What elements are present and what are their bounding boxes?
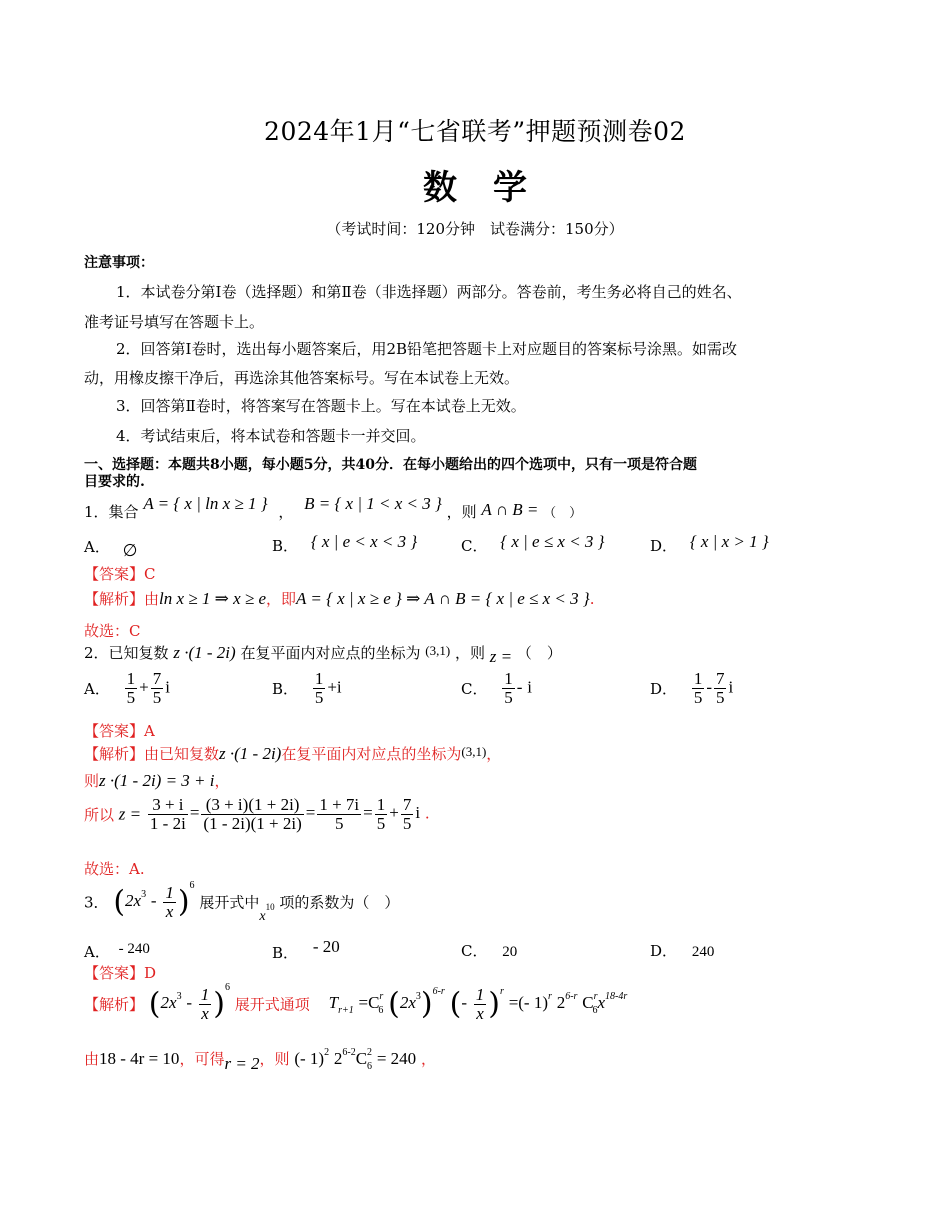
q2-analysis-line-1: [84, 743, 501, 764]
c-sup: 2: [367, 1047, 373, 1058]
imag-unit: i: [165, 677, 170, 697]
c-sub: 6: [592, 1005, 598, 1016]
option-label: A．: [84, 943, 110, 961]
q2-answer: 【答案】A: [84, 722, 155, 740]
question-2: [84, 642, 562, 667]
analysis-math-2: A = { x | x ≥ e } ⇒ A ∩ B = { x | e ≤ x < 3 }: [296, 589, 590, 608]
q3-end: 项的系数为（ ）: [279, 893, 400, 912]
exp: r: [548, 991, 552, 1002]
q2-analysis-line-3: [84, 796, 430, 833]
section-1-line-1: 一、选择题：本题共8小题，每小题5分，共40分．在每小题给出的四个选项中，只有一项是符合题: [84, 457, 697, 473]
q1-sep: ，: [278, 503, 294, 521]
x-var: x: [597, 993, 606, 1012]
c-symbol: C: [355, 1049, 368, 1068]
c-sup: r: [379, 991, 384, 1002]
option-label: A．: [84, 538, 110, 556]
op: +: [389, 803, 399, 823]
calc-head: (- 1): [294, 1049, 325, 1068]
option-label: B．: [272, 944, 299, 962]
option-label: A．: [84, 679, 110, 698]
q2-mid: 在复平面内对应点的坐标为: [240, 644, 421, 662]
q2-option-d[interactable]: [650, 670, 733, 707]
frac-num: 7: [402, 795, 412, 814]
q2-conclusion: 故选：A.: [84, 860, 145, 878]
q2-paren: （ ）: [516, 644, 562, 662]
analysis-prefix: 则: [84, 772, 100, 790]
right-paren: ): [420, 986, 433, 1022]
imag-unit: i: [728, 677, 734, 697]
q3-option-a[interactable]: [84, 939, 150, 962]
q2-point: (3,1): [425, 643, 451, 658]
c-sup: r: [593, 991, 598, 1002]
analysis-eq: 18 - 4r = 10: [99, 1049, 180, 1068]
analysis-mid: 在复平面内对应点的坐标为: [281, 745, 462, 763]
frac-num: 7: [152, 669, 162, 688]
exp: 2: [324, 1047, 330, 1058]
frac-den: x: [201, 1003, 209, 1023]
q1-option-b[interactable]: [272, 532, 417, 556]
calc-tail: = 240: [376, 1049, 417, 1068]
q3-mid: 展开式中: [199, 893, 260, 912]
frac-num: 7: [715, 669, 725, 688]
q2-prefix: 2．已知复数: [84, 644, 169, 662]
left-paren: (: [148, 986, 161, 1022]
exp: 3: [415, 991, 421, 1002]
section-1-line-2: 目要求的.: [84, 474, 145, 490]
op: +: [139, 677, 149, 697]
op: -: [516, 677, 523, 697]
exam-title: 2024年1月“七省联考”押题预测卷02: [264, 117, 686, 146]
option-value: - 240: [118, 941, 150, 957]
two: 2: [333, 1049, 343, 1068]
question-3: [84, 880, 399, 925]
analysis-expr: z ·(1 - 2i): [219, 744, 282, 763]
frac-den: 5: [693, 687, 703, 707]
notice-item-3: 3．回答第Ⅱ卷时，将答案写在答题卡上。写在本试卷上无效。: [116, 397, 526, 415]
frac-num: 1: [693, 669, 703, 688]
q2-z-eq: z =: [489, 647, 513, 666]
notice-item-1-line-2: 准考证号填写在答题卡上。: [84, 313, 265, 331]
analysis-label: 【解析】由: [84, 590, 160, 608]
q2-analysis-line-2: [84, 770, 230, 791]
imag-unit: i: [415, 803, 421, 823]
q1-option-d[interactable]: [650, 532, 769, 556]
q3-answer: 【答案】D: [84, 964, 157, 982]
frac-den: 1 - 2i: [149, 813, 186, 833]
q1-option-c[interactable]: [461, 532, 604, 556]
frac-num: 1: [376, 795, 386, 814]
left-paren: (: [388, 986, 400, 1022]
option-label: D．: [650, 679, 678, 698]
analysis-prefix: 由: [84, 1050, 100, 1068]
left-paren: (: [113, 884, 126, 920]
analysis-end: ，: [214, 772, 230, 790]
analysis-prefix: 所以: [84, 805, 115, 824]
option-label: B．: [272, 679, 299, 698]
exp: 6-r: [432, 986, 445, 997]
q2-expr: z ·(1 - 2i): [173, 643, 236, 662]
q3-exp-10: 10: [265, 902, 275, 912]
exp: 6-2: [342, 1047, 356, 1058]
frac-den: x: [476, 1003, 484, 1023]
t-symbol: T: [328, 993, 339, 1012]
exp: 6: [225, 982, 231, 993]
analysis-r: r = 2: [224, 1054, 260, 1073]
frac-num: 1: [165, 882, 174, 902]
frac-num: 1 + 7i: [319, 795, 360, 814]
option-value: { x | e < x < 3 }: [310, 532, 418, 551]
exp: 6-r: [565, 991, 578, 1002]
equals: =: [358, 993, 369, 1012]
subject-title: 数学: [423, 168, 563, 208]
frac-num: 1: [200, 984, 210, 1004]
option-value: - 20: [312, 937, 340, 956]
q3-analysis-line-1: [84, 982, 627, 1022]
option-value: { x | x > 1 }: [689, 532, 769, 551]
q3-option-b[interactable]: [272, 937, 340, 963]
exam-meta: （考试时间：120分钟 试卷满分：150分）: [326, 220, 624, 238]
analysis-math-1: ln x ≥ 1 ⇒ x ≥ e: [159, 589, 267, 608]
exp: r: [500, 986, 504, 997]
right-paren: ): [177, 884, 190, 920]
frac-num: (3 + i)(1 + 2i): [201, 796, 303, 815]
notice-item-4: 4．考试结束后，将本试卷和答题卡一并交回。: [116, 427, 426, 445]
option-label: D．: [650, 537, 678, 555]
frac-num: 1: [126, 669, 136, 688]
frac-den: 5: [504, 687, 513, 707]
question-1: [84, 494, 582, 522]
frac-den: 5: [402, 813, 412, 833]
frac-den: x: [165, 901, 174, 921]
t-sub: r+1: [338, 1005, 354, 1016]
op: -: [706, 677, 712, 697]
frac-den: 5: [314, 687, 324, 707]
exp: 3: [176, 991, 182, 1002]
option-label: C．: [461, 679, 488, 698]
q1-expr: A ∩ B =: [481, 500, 539, 519]
q2-then: ，则: [454, 644, 485, 662]
q1-set-a: A = { x | ln x ≥ 1 }: [143, 494, 268, 513]
op: -: [461, 993, 467, 1012]
q1-prefix: 1．集合: [84, 503, 139, 521]
q1-conclusion: 故选：C: [84, 622, 141, 640]
frac-den: 5: [152, 687, 162, 707]
option-value: ∅: [122, 541, 138, 560]
q1-answer: 【答案】C: [84, 565, 156, 583]
analysis-end: .: [589, 590, 595, 608]
term: 2x: [399, 993, 416, 1012]
q1-set-b: B = { x | 1 < x < 3 }: [304, 494, 442, 513]
c-symbol: C: [368, 993, 380, 1012]
imag-unit: i: [336, 677, 342, 697]
option-label: D．: [650, 942, 678, 960]
option-label: B．: [272, 537, 299, 555]
analysis-end: ，: [420, 1050, 436, 1068]
analysis-label: 【解析】由已知复数: [84, 745, 220, 763]
q3-exp-3: 3: [141, 889, 147, 900]
option-label: C．: [461, 537, 488, 555]
frac-num: 1: [475, 984, 485, 1004]
equals: =: [189, 803, 200, 823]
analysis-z: z =: [118, 804, 142, 824]
left-paren: (: [449, 986, 462, 1022]
option-value: { x | e ≤ x < 3 }: [500, 532, 605, 551]
option-label: C．: [461, 942, 488, 960]
op: -: [150, 891, 157, 910]
option-value: 240: [691, 944, 715, 960]
q3-x: x: [259, 909, 266, 924]
analysis-point: (3,1): [461, 744, 487, 759]
frac-den: 5: [335, 813, 344, 833]
notice-heading: 注意事项：: [84, 255, 154, 271]
analysis-label: 【解析】: [84, 995, 145, 1014]
frac-num: 3 + i: [148, 796, 188, 815]
notice-item-2-line-1: 2．回答第Ⅰ卷时，选出每小题答案后，用2B铅笔把答题卡上对应题目的答案标号涂黑。如需改: [116, 340, 738, 358]
frac-den: 5: [715, 687, 725, 707]
q1-analysis: [84, 588, 594, 609]
op: -: [186, 993, 193, 1012]
q3-exp-6: 6: [189, 880, 195, 891]
op: +: [327, 677, 337, 697]
equals: =: [363, 803, 373, 823]
two: 2: [556, 993, 566, 1012]
q2-option-a[interactable]: [84, 670, 170, 707]
analysis-math: z ·(1 - 2i) = 3 + i: [99, 771, 215, 790]
rhs-head: =(- 1): [508, 993, 549, 1012]
frac-den: (1 - 2i)(1 + 2i): [203, 813, 302, 833]
right-paren: ): [488, 986, 500, 1022]
term: 2x: [160, 993, 177, 1012]
equals: =: [305, 803, 316, 823]
frac-den: 5: [376, 813, 386, 833]
c-symbol: C: [582, 993, 594, 1012]
analysis-mid: ，即: [266, 590, 297, 608]
analysis-end: ，: [486, 745, 502, 763]
q2-option-b[interactable]: [272, 670, 342, 707]
q3-analysis-line-2: [84, 1047, 436, 1074]
q3-prefix: 3．: [84, 893, 109, 912]
q1-then: ，则: [446, 503, 477, 521]
q1-option-a[interactable]: [84, 536, 137, 561]
exp: 18-4r: [605, 991, 628, 1002]
q3-option-c[interactable]: [461, 940, 517, 961]
frac-num: 1: [314, 669, 324, 688]
c-sub: 6: [367, 1061, 373, 1072]
q3-term: 2x: [125, 891, 142, 910]
frac-den: 5: [126, 687, 136, 707]
imag-unit: i: [527, 677, 532, 697]
notice-item-2-line-2: 动，用橡皮擦干净后，再选涂其他答案标号。写在本试卷上无效。: [84, 369, 520, 387]
frac-num: 1: [504, 669, 513, 688]
q1-paren: （ ）: [543, 506, 583, 521]
c-sub: 6: [378, 1005, 384, 1016]
notice-item-1-line-1: 1．本试卷分第Ⅰ卷（选择题）和第Ⅱ卷（非选择题）两部分。答卷前，考生务必将自己的姓名、: [116, 283, 742, 301]
analysis-end: .: [424, 804, 430, 823]
analysis-then: ，则: [259, 1050, 290, 1068]
q3-option-d[interactable]: [650, 940, 714, 961]
q2-option-c[interactable]: [461, 670, 532, 707]
analysis-mid: ，可得: [179, 1050, 225, 1068]
analysis-mid: 展开式通项: [234, 995, 310, 1014]
right-paren: ): [213, 986, 226, 1022]
option-value: 20: [502, 944, 518, 960]
